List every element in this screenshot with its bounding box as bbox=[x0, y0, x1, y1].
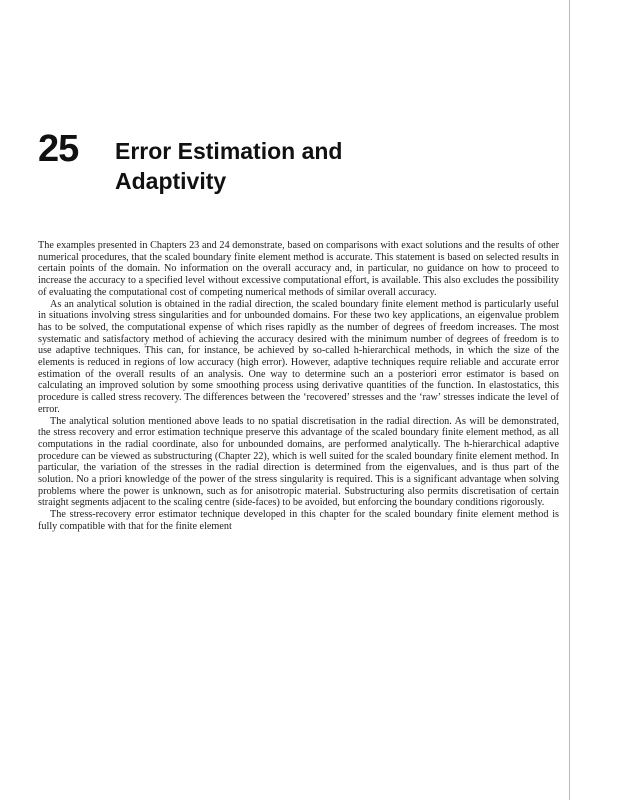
page-edge-divider bbox=[569, 0, 570, 800]
chapter-title-line-1: Error Estimation and bbox=[115, 138, 343, 164]
body-text bbox=[38, 240, 559, 533]
paragraph: The examples presented in Chapters 23 and 24 demonstrate, based on comparisons with exact solutions and the results of other numerical procedures, that the scaled boundary finite element method is accurate. This statement is based on selected results in certain points of the domain. No information on the overall accuracy and, in particular, no guidance on how to proceed to increase the accuracy to a specified level without excessive computational effort, is available. This also excludes the possibility of evaluating the computational cost of competing numerical methods of similar overall accuracy. bbox=[38, 240, 559, 298]
chapter-number: 25 bbox=[38, 128, 79, 170]
chapter-title bbox=[115, 136, 515, 196]
paragraph: As an analytical solution is obtained in the radial direction, the scaled boundary finite element method is particularly useful in situations involving stress singularities and for unbounded domains. For these two key applications, an eigenvalue problem has to be solved, the computational expense of which rises rapidly as the number of degrees of freedom increases. The most systematic and satisfactory method of achieving the accuracy desired with the minimum number of degrees of freedom is to use adaptive techniques. This can, for instance, be achieved by so-called h-hierarchical methods, in which the size of the elements is reduced in regions of low accuracy (high error). However, adaptive techniques require reliable and accurate error estimation of the overall results of an analysis. One way to determine such an a posteriori error estimator is based on calculating an improved solution by some smoothing process using derivative quantities of the function. In elastostatics, this procedure is called stress recovery. The differences between the ‘recovered’ stresses and the ‘raw’ stresses indicate the level of error. bbox=[38, 298, 559, 415]
paragraph: The stress-recovery error estimator technique developed in this chapter for the scaled boundary finite element method is fully compatible with that for the finite element bbox=[38, 509, 559, 532]
paragraph: The analytical solution mentioned above leads to no spatial discretisation in the radial direction. As will be demonstrated, the stress recovery and error estimation technique preserve this advantage of the scaled boundary finite element method, as all computations in the radial coordinate, also for unbounded domains, are performed analytically. The h-hierarchical adaptive procedure can be viewed as substructuring (Chapter 22), which is well suited for the scaled boundary finite element method. In particular, the variation of the stresses in the radial direction is determined from the eigenvalues, and is thus part of the solution. No a priori knowledge of the power of the stress singularity is required. This is a significant advantage when solving problems where the power is unknown, such as for anisotropic material. Substructuring also permits discretisation of certain straight segments adjacent to the scaling centre (side-faces) to be avoided, but enforcing the boundary conditions rigorously. bbox=[38, 415, 559, 509]
chapter-title-line-2: Adaptivity bbox=[115, 168, 227, 194]
